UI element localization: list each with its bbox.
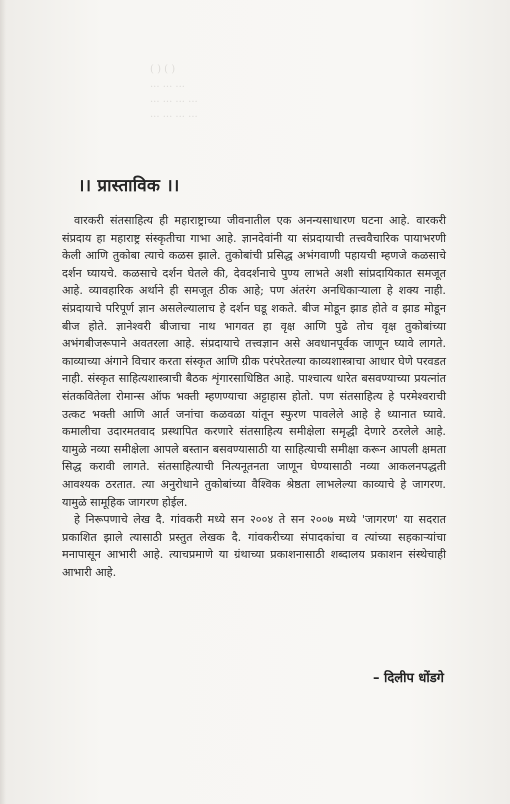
bleed-line: ... ... ... ... (150, 94, 198, 105)
preface-body (62, 212, 446, 581)
bleed-through-text (150, 62, 440, 122)
paragraph-2: हे निरूपणाचे लेख दै. गांवकरी मध्ये सन २००४ ते सन २००७ मध्ये 'जागरण' या सदरात प्रकाशित झाले त्यासाठी प्रस्तुत लेखक दै. गांवकरीच्या संपादकांचा व त्यांच्या सहकाऱ्यांचा मनापासून आभारी आहे. त्याचप्रमाणे या ग्रंथाच्या प्रकाशनासाठी शब्दालय प्रकाशन संस्थेचाही आभारी आहे. (62, 513, 446, 579)
paragraph-1: वारकरी संतसाहित्य ही महाराष्ट्राच्या जीवनातील एक अनन्यसाधारण घटना आहे. वारकरी संप्रदाय हा महाराष्ट्र संस्कृतीचा गाभा आहे. ज्ञानदेवांनी या संप्रदायाची तत्त्ववैचारिक पायाभरणी केली आणि तुकोबा त्याचे कळस झाले. तुकोबांची प्रसिद्ध अभंगवाणी पहायची म्हणजे कळसाचे दर्शन घ्यायचे. कळसाचे दर्शन घेतले की, देवदर्शनाचे पुण्य लाभते अशी सांप्रदायिकात समजूत आहे. व्यावहारिक अर्थाने ही समजूत ठीक आहे; पण अंतरंग अनधिकाऱ्याला हे शक्य नाही. संप्रदायाचे परिपूर्ण ज्ञान असलेल्यालाच हे दर्शन घडू शकते. बीज मोडून झाड होते व झाड मोडून बीज होते. ज्ञानेश्वरी बीजाचा नाथ भागवत हा वृक्ष आणि पुढे तोच वृक्ष तुकोबांच्या अभंगबीजरूपाने अवतरला आहे. संप्रदायाचे तत्त्वज्ञान असे अवधानपूर्वक जाणून घ्यावे लागते. काव्याच्या अंगाने विचार करता संस्कृत आणि ग्रीक परंपरेतल्या काव्यशास्त्राचा आधार घेणे परवडत नाही. संस्कृत साहित्यशास्त्राची बैठक शृंगारसाधिष्ठित आहे. पाश्चात्य धारेत बसवण्याच्या प्रयत्नांत संतकवितेला रोमान्स ऑफ भक्ती म्हणण्याचा अट्टाहास होतो. पण संतसाहित्य हे परमेश्वराची उत्कट भक्ती आणि आर्त जनांचा कळवळा यांतून स्फुरण पावलेले आहे हे ध्यानात घ्यावे. कमालीचा उदारमतवाद प्रस्थापित करणारे संतसाहित्य समीक्षेला समृद्धी देणारे ठरलेले आहे. यामुळे नव्या समीक्षेला आपले बस्तान बसवण्यासाठी या साहित्याची समीक्षा करून आपली क्षमता सिद्ध करावी लागते. संतसाहित्याची नित्यनूतनता जाणून घेण्यासाठी नव्या आकलनपद्धती आवश्यक ठरतात. त्या अनुरोधाने तुकोबांच्या वैश्विक श्रेष्ठता लाभलेल्या काव्याचे हे जागरण. यामुळे सामूहिक जागरण होईल. (62, 214, 446, 509)
bleed-line: ... ... ... ... (150, 109, 198, 120)
bleed-line: ... ... ... (150, 79, 185, 90)
page-edge-shadow (0, 0, 6, 804)
bleed-line: ( ) ( ) (150, 64, 176, 75)
page-title: ।। प्रास्ताविक ।। (78, 176, 180, 196)
author-signature: – दिलीप धोंडगे (372, 671, 444, 686)
